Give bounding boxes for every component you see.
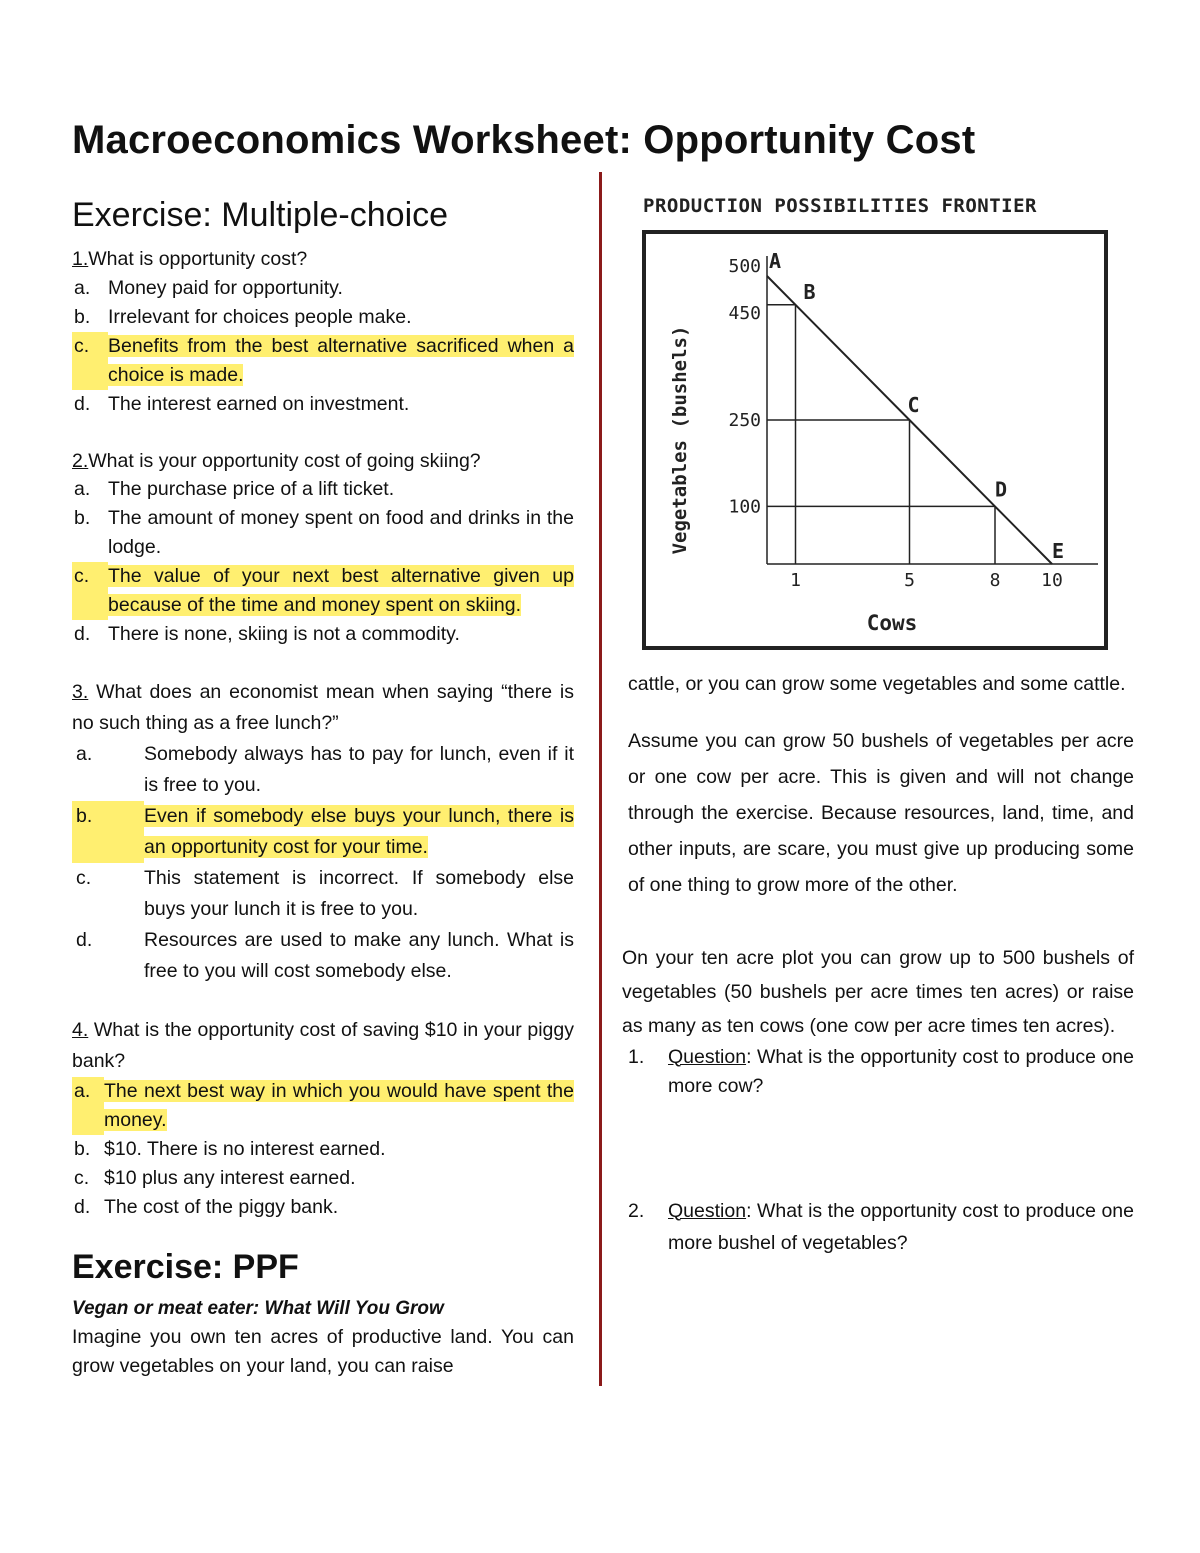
question-number: 2. [72,449,89,472]
y-axis-label: Vegetables (bushels) [669,325,691,555]
option-a: a. Somebody always has to pay for lunch, even if it is free to you. [76,743,574,796]
option-a-answer: a. The next best way in which you would have spent the money. [72,1077,574,1135]
option-b: b. Irrelevant for choices people make. [74,305,412,328]
option-c-answer: c. Benefits from the best alternative sacrificed when a choice is made. [72,332,574,390]
x-tick-label-5: 5 [904,570,915,591]
y-tick-label-500: 500 [728,256,761,277]
x-tick-label-1: 1 [790,570,801,591]
question-4 [72,1015,574,1222]
question-number: 1. [72,248,89,270]
option-c-answer: c. The value of your next best alternative given up because of the time and money spent on skiing. [72,562,574,620]
ppf-intro-right: cattle, or you can grow some vegetables and some cattle. [628,673,1126,695]
column-divider [599,172,602,1386]
question-text: What does an economist mean when saying “there is no such thing as a free lunch?” [72,681,574,734]
question-text: What is opportunity cost? [88,248,308,270]
chart-title: PRODUCTION POSSIBILITIES FRONTIER [643,195,1037,217]
option-c: c. This statement is incorrect. If somebody else buys your lunch it is free to you. [76,867,574,920]
ppf-question-2: 2. Question: What is the opportunity cost to produce one more bushel of vegetables? [628,1199,1134,1254]
ppf-intro-left: Imagine you own ten acres of productive land. You can grow vegetables on your land, you can raise [72,1326,574,1377]
option-c: c. $10 plus any interest earned. [74,1167,356,1189]
ppf-chart [642,230,1108,655]
option-d: d. Resources are used to make any lunch. What is free to you will cost somebody else. [76,929,574,982]
page-title: Macroeconomics Worksheet: Opportunity Cost [72,118,976,162]
ppf-question-1: 1. Question: What is the opportunity cost to produce one more cow? [628,1045,1134,1097]
option-a: a. Money paid for opportunity. [74,276,343,299]
left-column [72,196,574,1380]
exercise-heading-multiple-choice: Exercise: Multiple-choice [72,196,449,234]
x-tick-label-10: 10 [1041,570,1063,591]
y-tick-label-100: 100 [728,496,761,518]
option-d: d. The cost of the piggy bank. [74,1196,339,1218]
point-label-d: D [995,477,1008,502]
ppf-chart-svg [642,230,1108,650]
option-d: d. There is none, skiing is not a commodity. [74,623,460,645]
option-b: b. $10. There is no interest earned. [74,1138,386,1160]
y-tick-label-450: 450 [728,302,761,324]
point-label-c: C [907,393,920,417]
question-text: What is the opportunity cost of saving $10 in your piggy bank? [72,1019,574,1072]
question-3 [72,677,574,987]
point-label-a: A [769,249,782,273]
x-tick-label-8: 8 [989,570,1001,591]
question-number: 3. [72,681,89,703]
option-d: d. The interest earned on investment. [74,392,410,415]
option-b: b. The amount of money spent on food and drinks in the lodge. [74,507,574,558]
point-label-b: B [803,279,816,304]
point-label-e: E [1052,539,1065,563]
chart-frame [644,232,1106,648]
option-b-answer: b. Even if somebody else buys your lunch, there is an opportunity cost for your time. [72,801,574,863]
y-tick-label-250: 250 [728,410,761,431]
right-column [622,670,1134,1259]
x-axis-label: Cows [866,611,918,635]
question-number: 4. [72,1019,89,1041]
question-text: What is your opportunity cost of going skiing? [88,449,481,472]
ppf-assume-paragraph: Assume you can grow 50 bushels of vegetables per acre or one cow per acre. This is given and will not change through the exercise. Because resources, land, time, and other inputs, are scare, you must give up producing some of one thing to grow more of the other. [628,729,1134,896]
exercise-heading-ppf: Exercise: PPF [72,1248,299,1286]
question-2 [72,447,574,650]
question-1 [72,245,574,419]
option-a: a. The purchase price of a lift ticket. [74,478,395,500]
ppf-plot-paragraph: On your ten acre plot you can grow up to 500 bushels of vegetables (50 bushels per acre times ten acres) or raise as many as ten cows (one cow per acre times ten acres). [622,946,1134,1037]
ppf-subheading: Vegan or meat eater: What Will You Grow [72,1298,444,1319]
